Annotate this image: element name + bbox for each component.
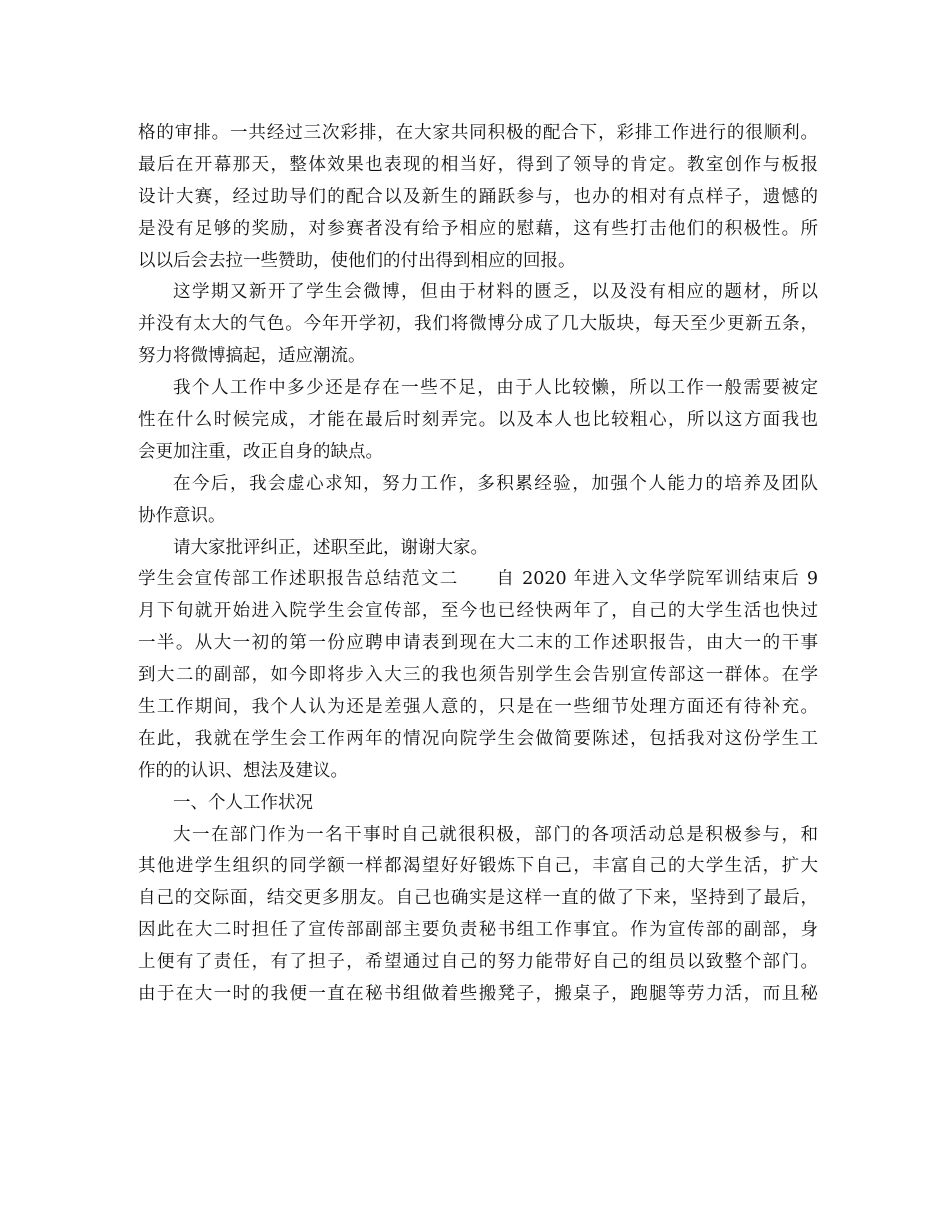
text-line: 协作意识。 [138,505,226,526]
text-line: 这学期又新开了学生会微博，但由于材料的匮乏，以及没有相应的题材，所以 [173,282,818,303]
text-line: 会更加注重，改正自身的缺点。 [138,441,383,462]
text-line: 以以后会去拉一些赞助，使他们的付出得到相应的回报。 [138,250,576,271]
text-line: 自己的交际面，结交更多朋友。自己也确实是这样一直的做了下来，坚持到了最后， [138,888,818,909]
text-line: 作的的认识、想法及建议。 [138,760,348,781]
text-line: 到大二的副部，如今即将步入大三的我也须告别学生会告别宣传部这一群体。在学 [138,665,818,686]
text-line: 性在什么时候完成，才能在最后时刻弄完。以及本人也比较粗心，所以这方面我也 [138,410,818,431]
text-line: 请大家批评纠正，述职至此，谢谢大家。 [173,537,488,558]
text-line: 上便有了责任，有了担子，希望通过自己的努力能带好自己的组员以致整个部门。 [138,952,818,973]
text-line: 最后在开幕那天，整体效果也表现的相当好，得到了领导的肯定。教室创作与板报 [138,154,818,175]
text-line: 设计大赛，经过助导们的配合以及新生的踊跃参与，也办的相对有点样子，遗憾的 [138,186,818,207]
text-line: 一、个人工作状况 [173,792,313,813]
text-line: 一半。从大一初的第一份应聘申请表到现在大二末的工作述职报告，由大一的干事 [138,633,818,654]
text-line: 在今后，我会虚心求知，努力工作，多积累经验，加强个人能力的培养及团队 [173,473,818,494]
text-line: 其他进学生组织的同学额一样都渴望好好锻炼下自己，丰富自己的大学生活，扩大 [138,856,818,877]
text-line: 生工作期间，我个人认为还是差强人意的，只是在一些细节处理方面还有待补充。 [138,697,818,718]
text-line: 月下旬就开始进入院学生会宣传部，至今也已经快两年了，自己的大学生活也快过 [138,601,818,622]
document-body-text [138,118,818,1011]
text-line: 我个人工作中多少还是存在一些不足，由于人比较懒，所以工作一般需要被定 [173,378,818,399]
text-line: 学生会宣传部工作述职报告总结范文二 自 2020 年进入文华学院军训结束后 9 [138,569,818,590]
text-line: 格的审排。一共经过三次彩排，在大家共同积极的配合下，彩排工作进行的很顺利。 [138,123,818,143]
text-line: 并没有太大的气色。今年开学初，我们将微博分成了几大版块，每天至少更新五条， [138,314,818,335]
text-line: 努力将微博搞起，适应潮流。 [138,346,366,367]
text-line: 因此在大二时担任了宣传部副部主要负责秘书组工作事宜。作为宣传部的副部，身 [138,920,818,941]
text-line: 是没有足够的奖励，对参赛者没有给予相应的慰藉，这有些打击他们的积极性。所 [138,218,818,239]
text-line: 在此，我就在学生会工作两年的情况向院学生会做简要陈述，包括我对这份学生工 [138,728,818,749]
text-line: 由于在大一时的我便一直在秘书组做着些搬凳子，搬桌子，跑腿等劳力活，而且秘 [138,984,818,1005]
text-line: 大一在部门作为一名干事时自己就很积极，部门的各项活动总是积极参与，和 [173,824,818,845]
